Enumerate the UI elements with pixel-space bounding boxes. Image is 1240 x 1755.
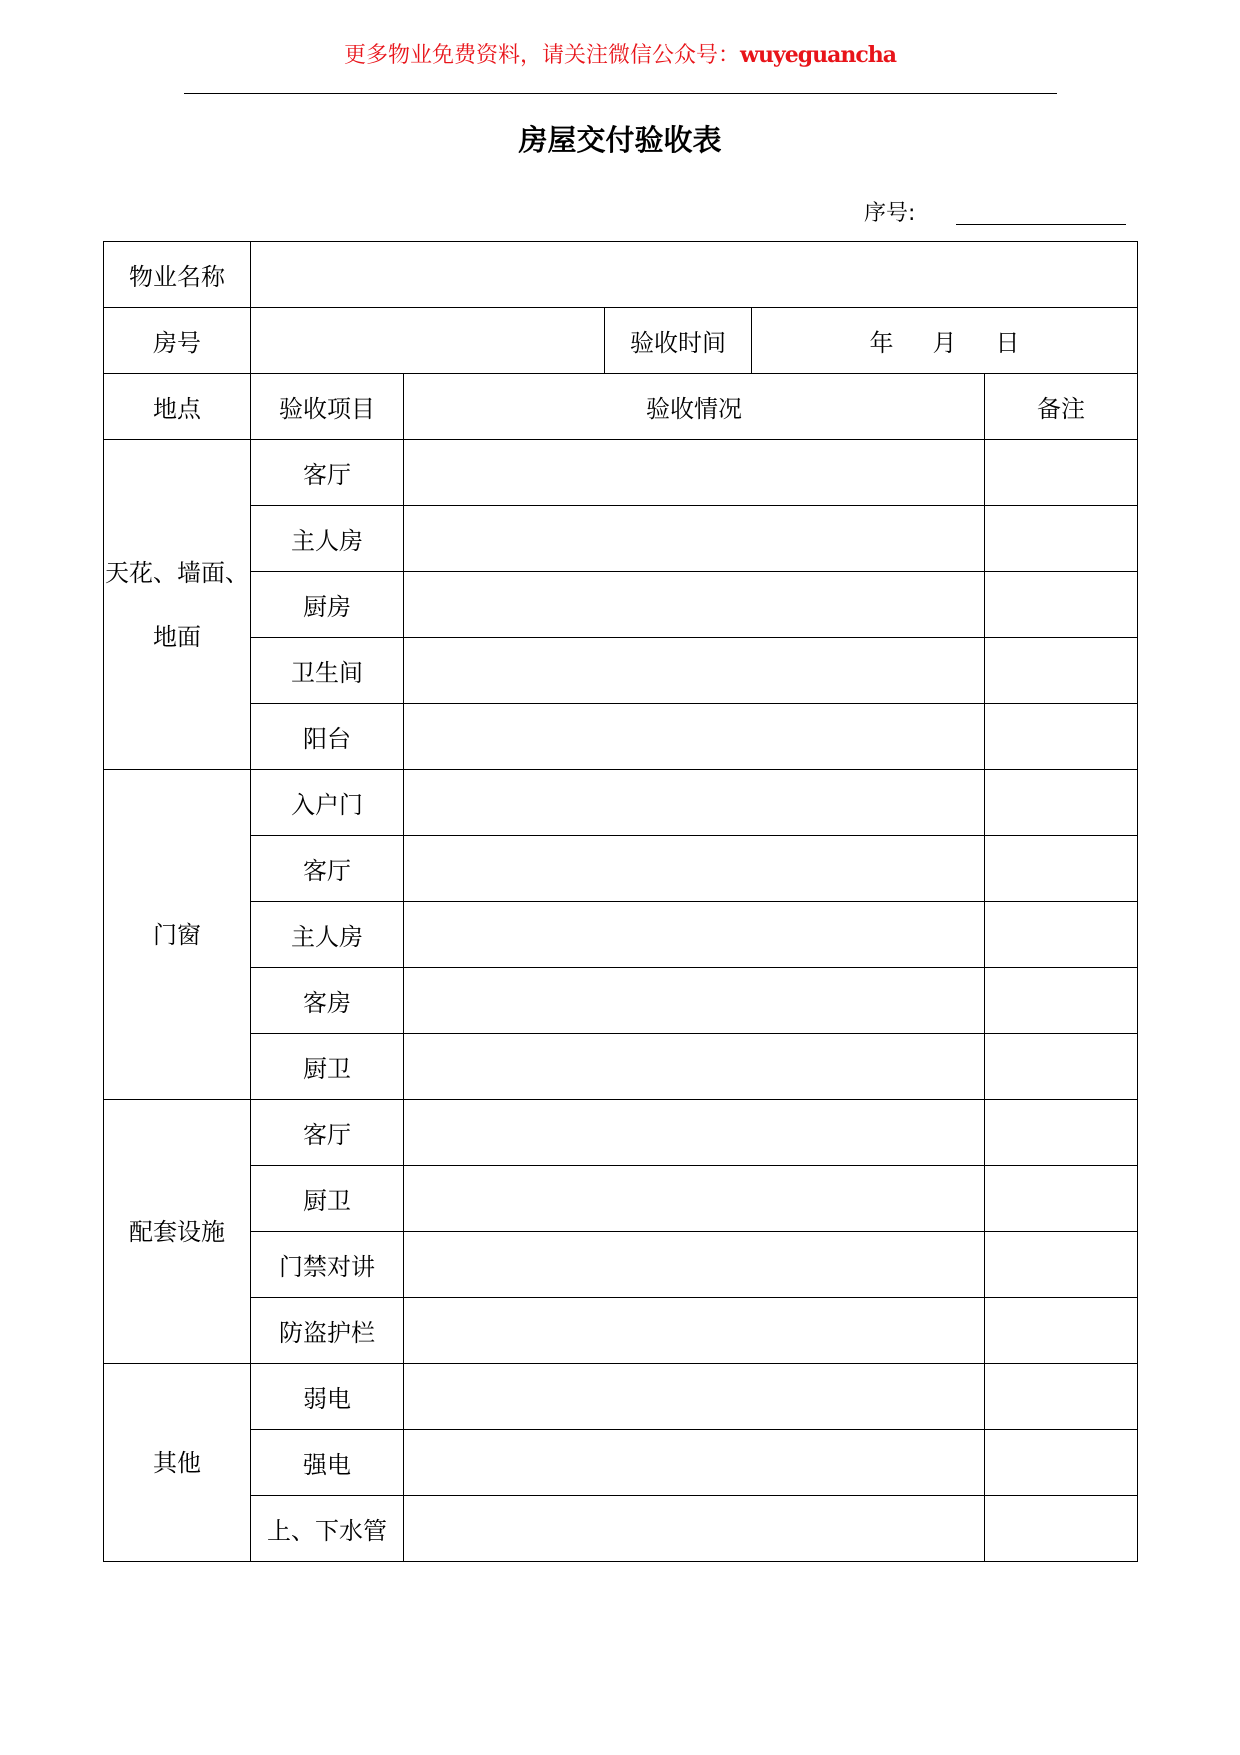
table-row — [104, 770, 1138, 836]
column-header-row — [104, 374, 1138, 440]
table-row — [104, 1496, 1138, 1562]
inspection-status-field[interactable] — [404, 902, 985, 968]
remarks-field[interactable] — [985, 572, 1138, 638]
inspection-status-field[interactable] — [404, 1496, 985, 1562]
room-row — [104, 308, 1138, 374]
inspection-status-field[interactable] — [404, 968, 985, 1034]
table-row — [104, 1166, 1138, 1232]
table-row — [104, 440, 1138, 506]
promo-banner — [0, 38, 1240, 69]
property-name-row — [104, 242, 1138, 308]
inspection-item-label: 厨房 — [251, 572, 404, 638]
header-divider — [184, 93, 1057, 94]
room-field[interactable] — [251, 308, 605, 374]
table-row — [104, 1298, 1138, 1364]
remarks-field[interactable] — [985, 1232, 1138, 1298]
location-cell — [104, 1364, 251, 1562]
remarks-field[interactable] — [985, 440, 1138, 506]
inspection-status-field[interactable] — [404, 704, 985, 770]
column-header-location: 地点 — [104, 374, 251, 440]
inspection-item-label: 防盗护栏 — [251, 1298, 404, 1364]
inspection-date-field[interactable] — [752, 308, 1138, 374]
inspection-item-label: 阳台 — [251, 704, 404, 770]
remarks-field[interactable] — [985, 1100, 1138, 1166]
remarks-field[interactable] — [985, 770, 1138, 836]
remarks-field[interactable] — [985, 902, 1138, 968]
column-header-remarks: 备注 — [985, 374, 1138, 440]
inspection-item-label: 弱电 — [251, 1364, 404, 1430]
property-name-field[interactable] — [251, 242, 1138, 308]
inspection-item-label: 客厅 — [251, 1100, 404, 1166]
inspection-item-label: 厨卫 — [251, 1034, 404, 1100]
remarks-field[interactable] — [985, 1364, 1138, 1430]
inspection-status-field[interactable] — [404, 572, 985, 638]
inspection-status-field[interactable] — [404, 1166, 985, 1232]
table-row — [104, 506, 1138, 572]
table-row — [104, 1430, 1138, 1496]
page-title: 房屋交付验收表 — [518, 123, 722, 157]
inspection-item-label: 主人房 — [251, 902, 404, 968]
remarks-field[interactable] — [985, 704, 1138, 770]
serial-input-line[interactable] — [956, 224, 1126, 225]
date-unit-year: 年 — [869, 329, 894, 357]
inspection-status-field[interactable] — [404, 1430, 985, 1496]
location-label: 配套设施 — [129, 1217, 225, 1246]
location-cell — [104, 440, 251, 770]
inspection-item-label: 门禁对讲 — [251, 1232, 404, 1298]
table-row — [104, 968, 1138, 1034]
location-label: 门窗 — [153, 920, 201, 949]
table-row — [104, 1100, 1138, 1166]
table-row — [104, 704, 1138, 770]
inspection-time-label: 验收时间 — [605, 308, 752, 374]
promo-code: wuyeguancha — [740, 42, 896, 68]
inspection-item-label: 入户门 — [251, 770, 404, 836]
column-header-status: 验收情况 — [404, 374, 985, 440]
remarks-field[interactable] — [985, 968, 1138, 1034]
inspection-status-field[interactable] — [404, 1100, 985, 1166]
acceptance-table — [103, 241, 1138, 1562]
inspection-status-field[interactable] — [404, 836, 985, 902]
location-cell — [104, 770, 251, 1100]
inspection-item-label: 厨卫 — [251, 1166, 404, 1232]
remarks-field[interactable] — [985, 1496, 1138, 1562]
table-row — [104, 836, 1138, 902]
remarks-field[interactable] — [985, 836, 1138, 902]
remarks-field[interactable] — [985, 506, 1138, 572]
location-label: 地面 — [153, 622, 201, 651]
remarks-field[interactable] — [985, 1166, 1138, 1232]
inspection-status-field[interactable] — [404, 506, 985, 572]
property-name-label: 物业名称 — [104, 242, 251, 308]
table-row — [104, 1364, 1138, 1430]
remarks-field[interactable] — [985, 1298, 1138, 1364]
inspection-status-field[interactable] — [404, 1232, 985, 1298]
table-row — [104, 1232, 1138, 1298]
date-unit-day: 日 — [995, 329, 1020, 357]
table-row — [104, 902, 1138, 968]
inspection-status-field[interactable] — [404, 1298, 985, 1364]
remarks-field[interactable] — [985, 1034, 1138, 1100]
inspection-item-label: 客厅 — [251, 440, 404, 506]
promo-text: 更多物业免费资料，请关注微信公众号： — [343, 43, 740, 68]
inspection-item-label: 主人房 — [251, 506, 404, 572]
inspection-status-field[interactable] — [404, 440, 985, 506]
inspection-item-label: 客房 — [251, 968, 404, 1034]
inspection-status-field[interactable] — [404, 1364, 985, 1430]
table-row — [104, 1034, 1138, 1100]
inspection-status-field[interactable] — [404, 770, 985, 836]
inspection-item-label: 上、下水管 — [251, 1496, 404, 1562]
column-header-item: 验收项目 — [251, 374, 404, 440]
inspection-item-label: 卫生间 — [251, 638, 404, 704]
remarks-field[interactable] — [985, 1430, 1138, 1496]
room-label: 房号 — [104, 308, 251, 374]
inspection-status-field[interactable] — [404, 1034, 985, 1100]
date-unit-month: 月 — [932, 329, 957, 357]
inspection-status-field[interactable] — [404, 638, 985, 704]
location-label: 天花、墙面、 — [105, 558, 249, 587]
inspection-item-label: 客厅 — [251, 836, 404, 902]
remarks-field[interactable] — [985, 638, 1138, 704]
location-cell — [104, 1100, 251, 1364]
inspection-item-label: 强电 — [251, 1430, 404, 1496]
table-row — [104, 638, 1138, 704]
location-label: 其他 — [153, 1448, 201, 1477]
serial-label: 序号: — [864, 201, 916, 226]
table-row — [104, 572, 1138, 638]
